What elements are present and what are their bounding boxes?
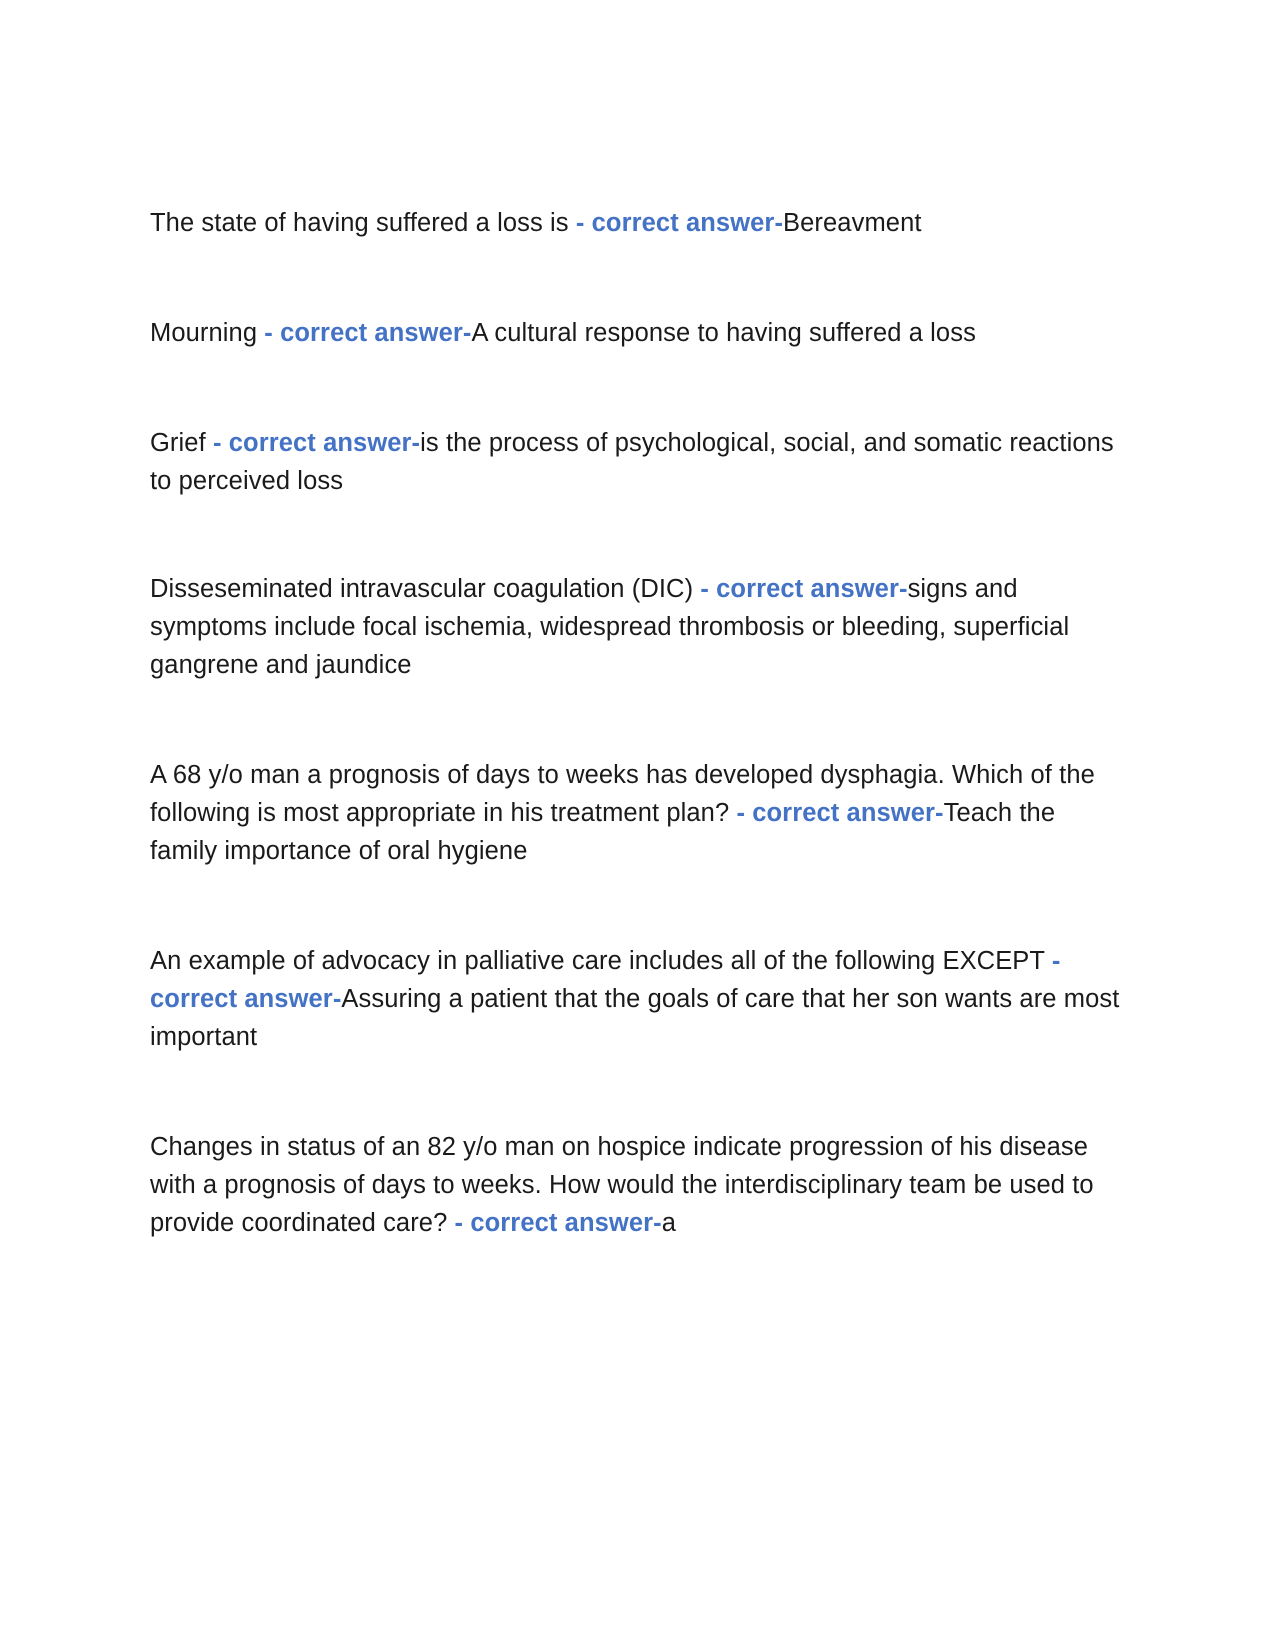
correct-answer-separator: - correct answer- [454, 1209, 662, 1237]
answer-text: is the process of psychological, social, and somatic reactions to perceived loss [150, 429, 1114, 495]
answer-text: a [661, 1209, 677, 1237]
correct-answer-separator: - correct answer- [575, 209, 784, 237]
correct-answer-separator: - correct answer- [700, 575, 908, 603]
question-text: Changes in status of an 82 y/o man on hospice indicate progression of his disease with a prognosis of days to weeks. How would the interdisciplinary team be used to provide coordinated care? [150, 1133, 1094, 1237]
flashcard-entry [150, 1128, 1120, 1242]
flashcard-entry [150, 570, 1120, 684]
flashcard-entry [150, 424, 1120, 500]
correct-answer-separator: - correct answer- [736, 799, 944, 827]
correct-answer-separator: - correct answer- [264, 319, 472, 347]
question-text: Disseseminated intravascular coagulation (DIC) [150, 575, 701, 603]
answer-text: Teach the family importance of oral hygiene [150, 799, 1056, 865]
question-text: The state of having suffered a loss is [150, 209, 576, 237]
answer-text: signs and symptoms include focal ischemia, widespread thrombosis or bleeding, superficial gangrene and jaundice [150, 575, 1070, 679]
question-text: Grief [150, 429, 213, 457]
flashcard-entry [150, 314, 1120, 352]
answer-text: A cultural response to having suffered a loss [471, 319, 976, 347]
question-text: Mourning [150, 319, 265, 347]
flashcard-entry [150, 942, 1120, 1056]
correct-answer-separator: - correct answer- [212, 429, 421, 457]
flashcard-entry [150, 756, 1120, 870]
answer-text: Assuring a patient that the goals of care that her son wants are most important [150, 985, 1120, 1051]
correct-answer-separator: - correct answer- [150, 947, 1061, 1013]
question-text: An example of advocacy in palliative care includes all of the following EXCEPT [150, 947, 1052, 975]
flashcard-entry [150, 204, 1120, 242]
question-text: A 68 y/o man a prognosis of days to weeks has developed dysphagia. Which of the following is most appropriate in his treatment plan? [150, 761, 1095, 827]
answer-text: Bereavment [783, 209, 922, 237]
